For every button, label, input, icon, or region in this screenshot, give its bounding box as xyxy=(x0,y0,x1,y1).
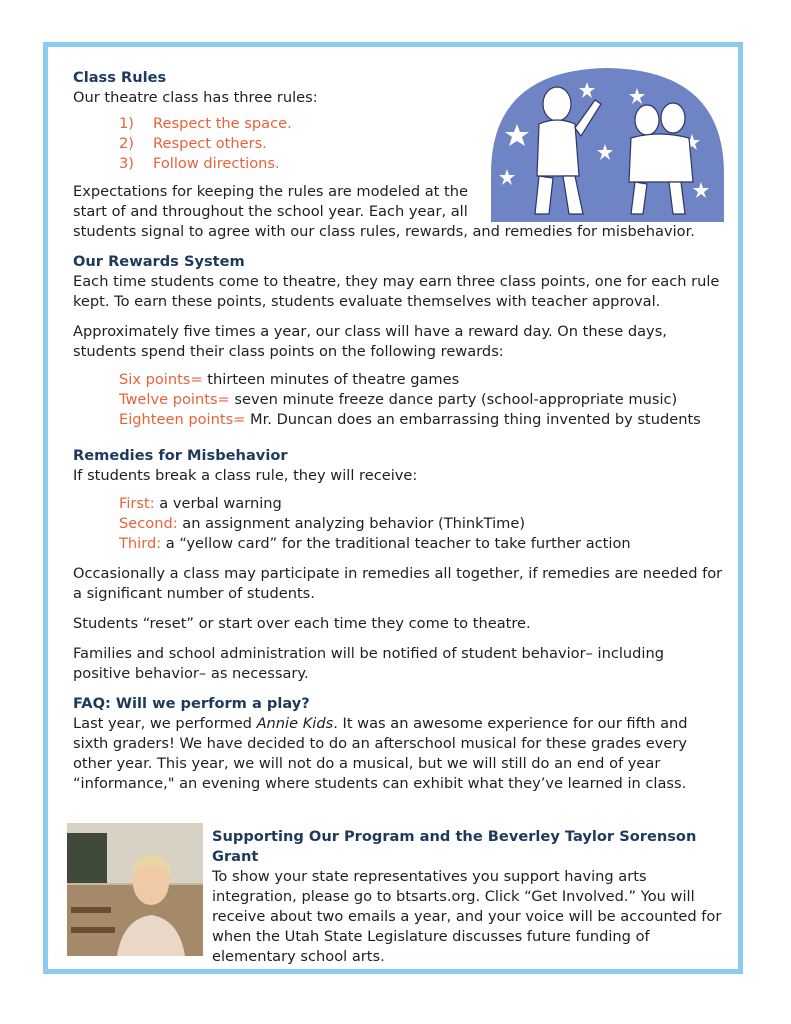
rule-item: 2) Respect others. xyxy=(119,135,267,152)
reward-item: Eighteen points= Mr. Duncan does an embarrassing thing invented by students xyxy=(119,411,701,428)
remedies-heading: Remedies for Misbehavior xyxy=(73,447,288,464)
support-section xyxy=(212,827,732,967)
class-rules-heading: Class Rules xyxy=(73,69,167,86)
rewards-list xyxy=(119,370,723,430)
faq-heading: FAQ: Will we perform a play? xyxy=(73,695,310,712)
remedies-intro: If students break a class rule, they will receive: xyxy=(73,467,418,484)
expectations-text-a: Expectations for keeping the rules are modeled at the start of and throughout the school year. Each year, all xyxy=(73,183,468,220)
rules-list xyxy=(119,114,723,174)
faq-text: Last year, we performed Annie Kids. It was an awesome experience for our fifth and sixth graders! We have decided to do an afterschool musical for these grades every other year. This year, we will not do a musical, but we will still do an end of year “informance," an evening where students can exhibit what they’ve learned in class. xyxy=(73,715,688,792)
main-content xyxy=(73,68,723,794)
class-rules-intro: Our theatre class has three rules: xyxy=(73,89,318,106)
support-heading: Supporting Our Program and the Beverley Taylor Sorenson Grant xyxy=(212,828,697,865)
woman-portrait-photo xyxy=(67,823,203,956)
support-text: To show your state representatives you support having arts integration, please go to btsarts.org. Click “Get Involved.” You will receive about two emails a year, and your voice will be accounted for when the Utah State Legislature discusses future funding of elementary school arts. xyxy=(212,868,722,965)
rewards-paragraph-1: Each time students come to theatre, they may earn three class points, one for each rule kept. To earn these points, students evaluate themselves with teacher approval. xyxy=(73,273,720,310)
remedy-item: First: a verbal warning xyxy=(119,495,282,512)
rewards-heading: Our Rewards System xyxy=(73,253,245,270)
reward-item: Twelve points= seven minute freeze dance party (school-appropriate music) xyxy=(119,391,678,408)
remedy-item: Second: an assignment analyzing behavior (ThinkTime) xyxy=(119,515,526,532)
rule-item: 1) Respect the space. xyxy=(119,115,292,132)
reward-item: Six points= thirteen minutes of theatre games xyxy=(119,371,460,388)
remedies-paragraph-3: Families and school administration will be notified of student behavior– including positive behavior– as necessary. xyxy=(73,645,664,682)
remedies-paragraph-1: Occasionally a class may participate in remedies all together, if remedies are needed for a significant number of students. xyxy=(73,565,723,602)
remedy-item: Third: a “yellow card” for the traditional teacher to take further action xyxy=(119,535,631,552)
rewards-paragraph-2: Approximately five times a year, our class will have a reward day. On these days, students spend their class points on the following rewards: xyxy=(73,323,667,360)
remedies-paragraph-2: Students “reset” or start over each time they come to theatre. xyxy=(73,615,531,632)
remedies-list xyxy=(119,494,723,554)
expectations-text-b: students signal to agree with our class rules, rewards, and remedies for misbehavior. xyxy=(73,223,695,240)
rule-item: 3) Follow directions. xyxy=(119,155,280,172)
